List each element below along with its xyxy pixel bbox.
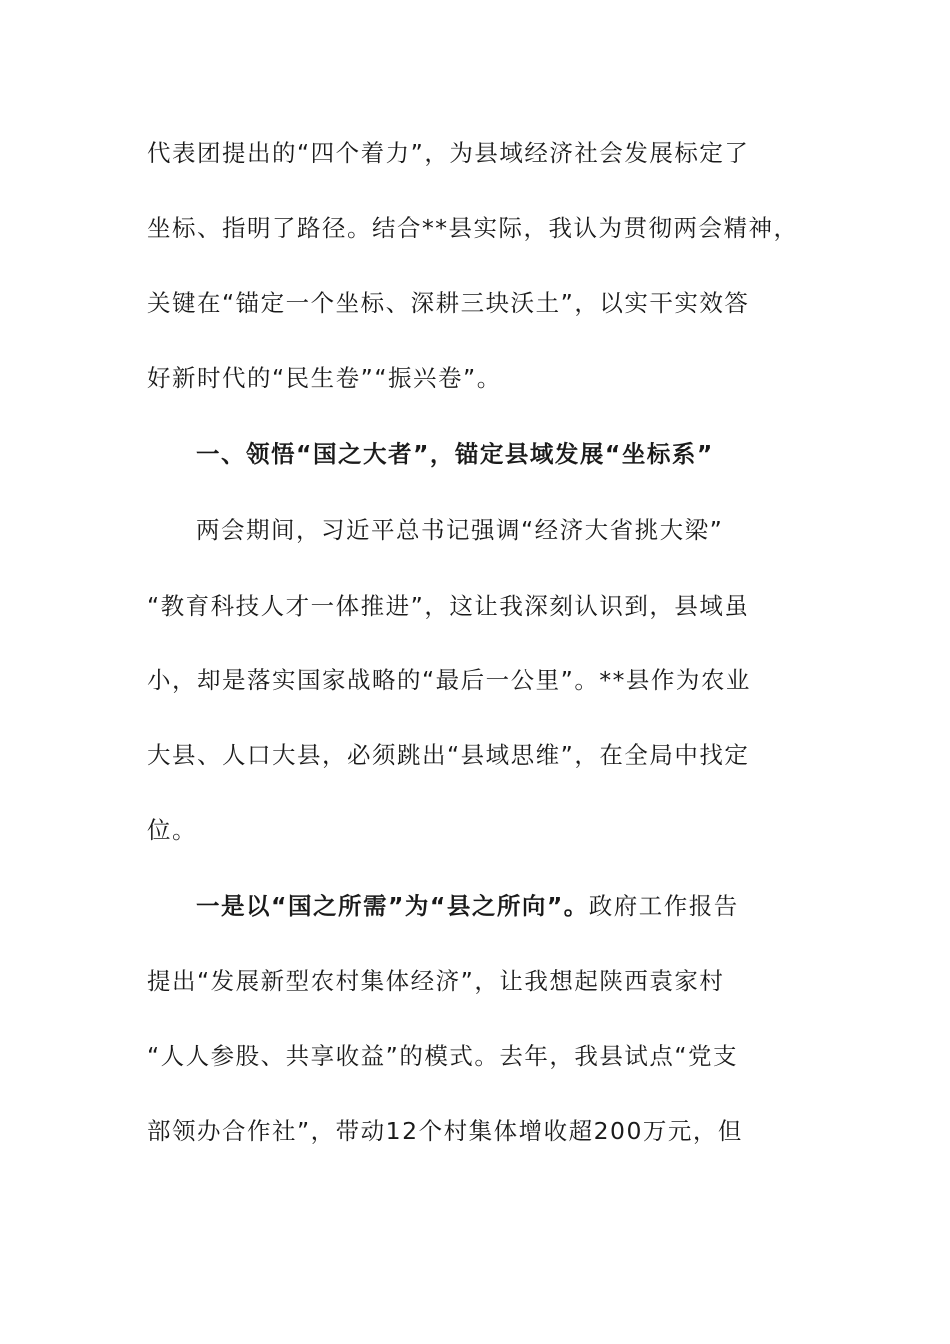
paragraph-lead-bold: 一是以“国之所需”为“县之所向”。 <box>196 892 589 920</box>
paragraph-line: 坐标、指明了路径。结合**县实际，我认为贯彻两会精神， <box>147 214 799 242</box>
section-heading: 一、领悟“国之大者”，锚定县域发展“坐标系” <box>196 440 714 468</box>
paragraph-line: 两会期间，习近平总书记强调“经济大省挑大梁” <box>196 516 724 544</box>
paragraph-line: 代表团提出的“四个着力”，为县域经济社会发展标定了 <box>147 139 750 167</box>
paragraph-line-rest: 政府工作报告 <box>588 892 739 920</box>
paragraph-line: 好新时代的“民生卷”“振兴卷”。 <box>147 364 502 392</box>
paragraph-line: 小，却是落实国家战略的“最后一公里”。**县作为农业 <box>147 666 751 694</box>
paragraph-line: 大县、人口大县，必须跳出“县域思维”，在全局中找定 <box>147 741 750 769</box>
paragraph-line: 位。 <box>147 816 197 844</box>
paragraph-line: “教育科技人才一体推进”，这让我深刻认识到，县域虽 <box>147 592 750 620</box>
paragraph-line <box>196 891 739 921</box>
paragraph-line: 部领办合作社”，带动12个村集体增收超200万元，但 <box>147 1117 743 1145</box>
paragraph-line: 提出“发展新型农村集体经济”，让我想起陕西袁家村 <box>147 967 725 995</box>
paragraph-line: “人人参股、共享收益”的模式。去年，我县试点“党支 <box>147 1042 739 1070</box>
paragraph-line: 关键在“锚定一个坐标、深耕三块沃土”，以实干实效答 <box>147 289 750 317</box>
